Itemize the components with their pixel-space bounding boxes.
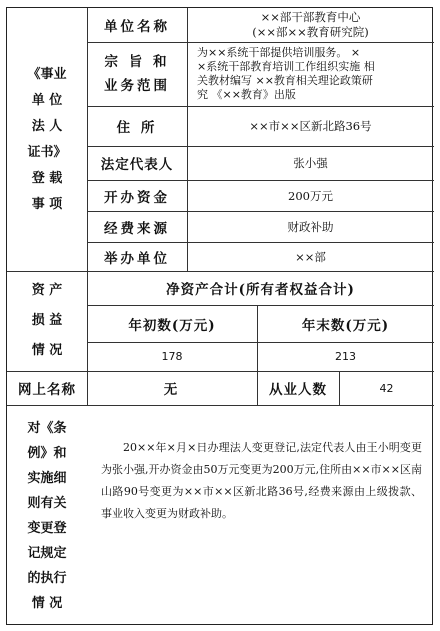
- section-label-line: 证书》: [27, 144, 67, 160]
- sponsor-label: 举办单位: [104, 250, 170, 267]
- online-name-value: 无: [163, 382, 181, 398]
- impl-label-line: 记规定: [27, 545, 67, 561]
- assets-label-line: 损 益: [31, 313, 63, 328]
- implementation-content: [87, 405, 434, 626]
- legal-rep-value: 张小强: [293, 156, 328, 170]
- sponsor-value: ××部: [295, 249, 326, 264]
- assets-label-line: 情 况: [31, 343, 63, 358]
- unit-name-label: 单位名称: [104, 19, 170, 35]
- impl-label-line: 的执行: [27, 570, 67, 586]
- impl-label-line: 则有关: [27, 495, 67, 511]
- impl-label-line: 对《条: [27, 420, 67, 436]
- section-registration-label: [7, 8, 87, 271]
- purpose-value: [187, 42, 434, 106]
- unit-name-line: ××部干部教育中心: [260, 10, 361, 24]
- staff-count-value: 42: [379, 381, 394, 395]
- purpose-label: [87, 42, 187, 106]
- impl-label-line: 例》和: [27, 445, 67, 461]
- residence-label: 住 所: [116, 120, 158, 136]
- assets-section-label: [7, 271, 87, 371]
- funding-label: 经费来源: [104, 220, 170, 237]
- implementation-paragraph: 20××年×月×日办理法人变更登记,法定代表人由王小明变更为张小强,开办资金由50万元变更为200万元,住所由××市××区南山路90号变更为××市××区新北路36号,经费来源由上级拨款、事业收入变更为财政补助。: [101, 441, 422, 520]
- assets-label-line: 资 产: [31, 283, 63, 298]
- staff-count-label: 从业人数: [269, 382, 327, 398]
- section-label-line: 法 人: [31, 118, 63, 134]
- residence-value: ××市××区新北路36号: [249, 119, 372, 133]
- capital-label: 开办资金: [104, 189, 170, 206]
- purpose-line: 为××系统干部提供培训服务。 ×: [197, 46, 361, 59]
- end-of-year-label: 年末数(万元): [301, 317, 390, 334]
- end-of-year-value: 213: [335, 350, 356, 363]
- section-label-line: 单 位: [31, 92, 63, 108]
- purpose-label-line: 业务范围: [104, 78, 170, 94]
- legal-rep-label: 法定代表人: [100, 157, 174, 173]
- implementation-section-label: [7, 405, 87, 626]
- net-assets-header: 净资产合计(所有者权益合计): [166, 282, 355, 298]
- unit-name-value: [187, 8, 434, 42]
- section-label-line: 登 载: [31, 170, 63, 186]
- impl-label-line: 实施细: [27, 470, 67, 486]
- section-label-line: 《事业: [27, 66, 67, 82]
- form-table: [6, 7, 433, 625]
- start-of-year-value: 178: [161, 350, 183, 363]
- section-label-line: 事 项: [31, 196, 63, 212]
- funding-value: 财政补助: [287, 219, 334, 234]
- purpose-line: 究 《××教育》出版: [197, 88, 296, 101]
- impl-label-line: 变更登: [27, 520, 67, 536]
- purpose-line: ×系统干部教育培训工作组织实施 相: [197, 60, 375, 73]
- capital-value: 200万元: [288, 188, 333, 203]
- unit-name-alt: (××部××教育研究院): [252, 25, 369, 39]
- start-of-year-label: 年初数(万元): [128, 317, 216, 334]
- online-name-label: 网上名称: [18, 382, 76, 398]
- impl-label-line: 情 况: [31, 595, 63, 611]
- purpose-label-line: 宗 旨 和: [104, 54, 170, 70]
- purpose-line: 关教材编写 ××教育相关理论政策研: [197, 74, 373, 87]
